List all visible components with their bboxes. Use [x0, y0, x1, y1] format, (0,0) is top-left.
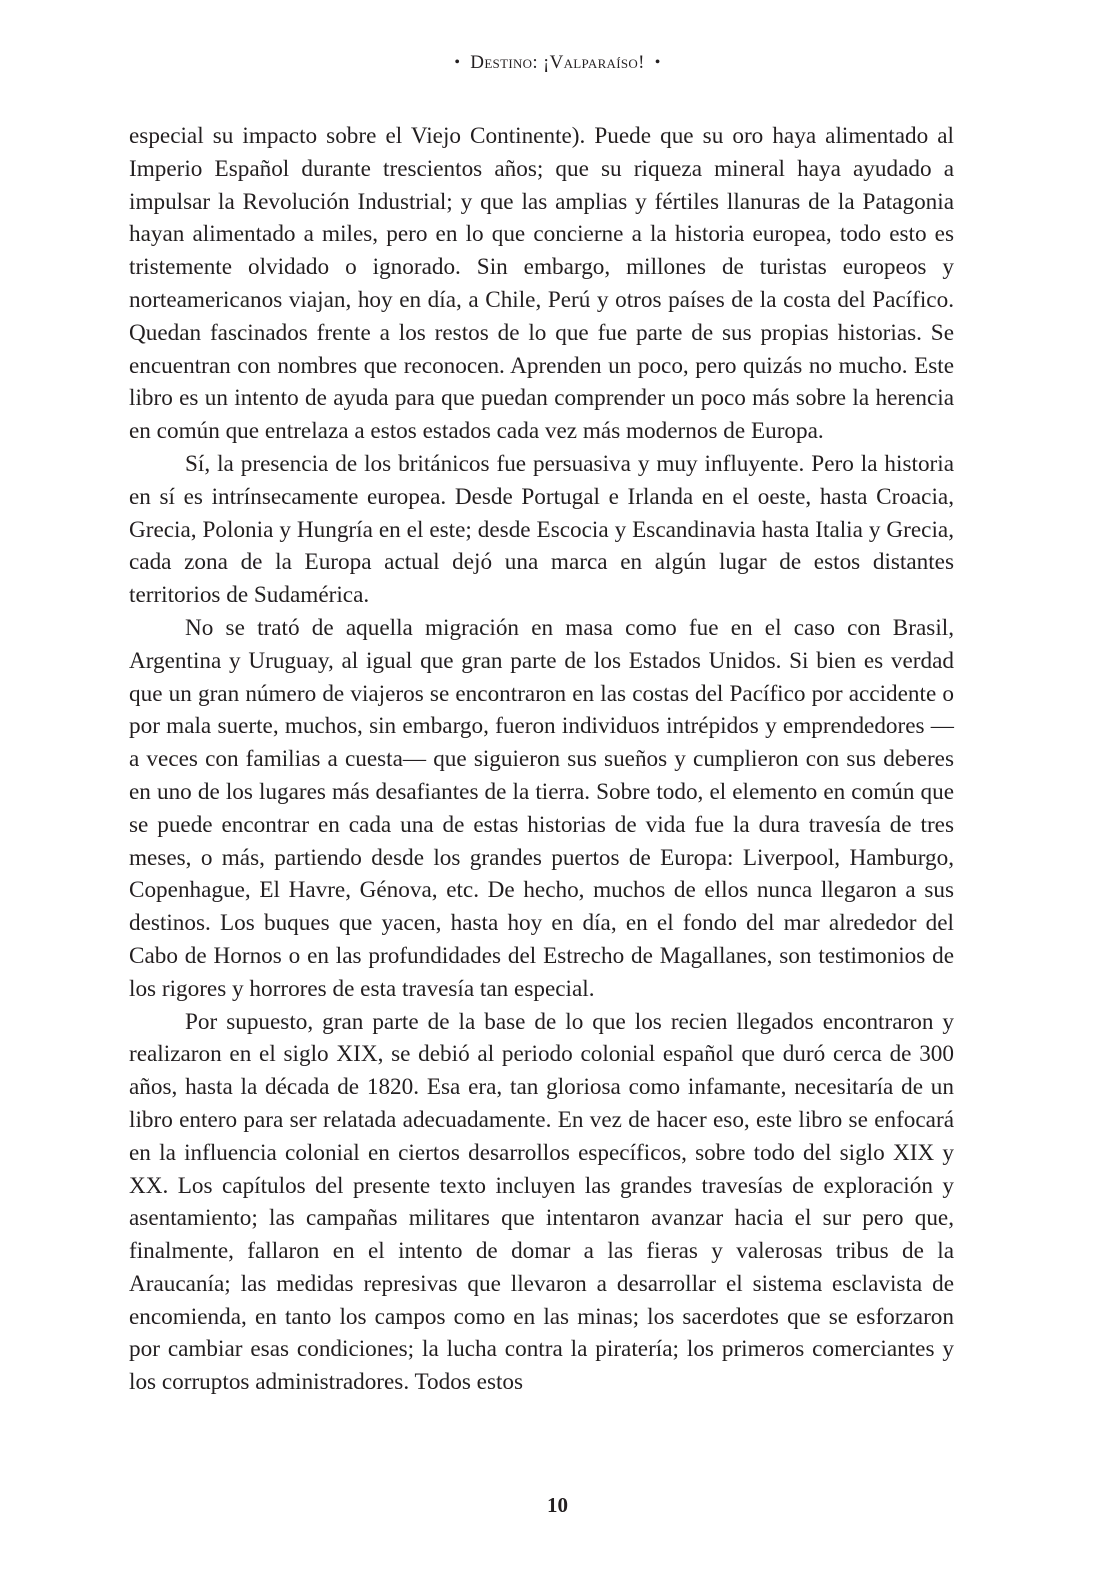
header-bullet-right: • — [654, 54, 661, 71]
page-number: 10 — [547, 1493, 568, 1517]
paragraph-continued: especial su impacto sobre el Viejo Continente). Puede que su oro haya alimentado al Imperio Español durante trescientos años; que su riqueza mineral haya ayudado a impulsar la Revolución Industrial; y que las amplias y fértiles llanuras de la Patagonia hayan alimentado a miles, pero en lo que concierne a la historia europea, todo esto es tristemente olvidado o ignorado. Sin embargo, millones de turistas europeos y norteamericanos viajan, hoy en día, a Chile, Perú y otros países de la costa del Pacífico. Quedan fascinados frente a los restos de lo que fue parte de sus propias historias. Se encuentran con nombres que reconocen. Aprenden un poco, pero quizás no mucho. Este libro es un intento de ayuda para que puedan comprender un poco más sobre la herencia en común que entrelaza a estos estados cada vez más modernos de Europa. — [129, 123, 954, 445]
paragraph: Por supuesto, gran parte de la base de lo que los recien llegados encontraron y realizaron en el siglo XIX, se debió al periodo colonial español que duró cerca de 300 años, hasta la década de 1820. Esa era, tan gloriosa como infamante, necesitaría de un libro entero para ser relatada adecuadamente. En vez de hacer eso, este libro se enfocará en la influencia colonial en ciertos desarrollos específicos, sobre todo del siglo XIX y XX. Los capítulos del presente texto incluyen las grandes travesías de exploración y asentamiento; las campañas militares que intentaron avanzar hacia el sur pero que, finalmente, fallaron en el intento de domar a las fieras y valerosas tribus de la Araucanía; las medidas represivas que llevaron a desarrollar el sistema esclavista de encomienda, en tanto los campos como en las minas; los sacerdotes que se esforzaron por cambiar esas condiciones; la lucha contra la piratería; los primeros comerciantes y los corruptos administradores. Todos estos — [129, 1008, 954, 1396]
header-bullet-left: • — [454, 54, 461, 71]
running-header-title: Destino: ¡Valparaíso! — [470, 52, 645, 73]
paragraph: No se trató de aquella migración en masa como fue en el caso con Brasil, Argentina y Uruguay, al igual que gran parte de los Estados Unidos. Si bien es verdad que un gran número de viajeros se encontraron en las costas del Pacífico por accidente o por mala suerte, muchos, sin embargo, fueron individuos intrépidos y emprendedores —a veces con familias a cuesta— que siguieron sus sueños y cumplieron con sus deberes en uno de los lugares más desafiantes de la tierra. Sobre todo, el elemento en común que se puede encontrar en cada una de estas historias de vida fue la dura travesía de tres meses, o más, partiendo desde los grandes puertos de Europa: Liverpool, Hamburgo, Copenhague, El Havre, Génova, etc. De hecho, muchos de ellos nunca llegaron a sus destinos. Los buques que yacen, hasta hoy en día, en el fondo del mar alrededor del Cabo de Hornos o en las profundidades del Estrecho de Magallanes, son testimonios de los rigores y horrores de esta travesía tan especial. — [129, 614, 954, 1002]
running-header — [0, 52, 1115, 74]
body-text — [129, 120, 954, 1399]
paragraph: Sí, la presencia de los británicos fue persuasiva y muy influyente. Pero la historia en sí es intrínsecamente europea. Desde Portugal e Irlanda en el oeste, hasta Croacia, Grecia, Polonia y Hungría en el este; desde Escocia y Escandinavia hasta Italia y Grecia, cada zona de la Europa actual dejó una marca en algún lugar de estos distantes territorios de Sudamérica. — [129, 450, 954, 609]
